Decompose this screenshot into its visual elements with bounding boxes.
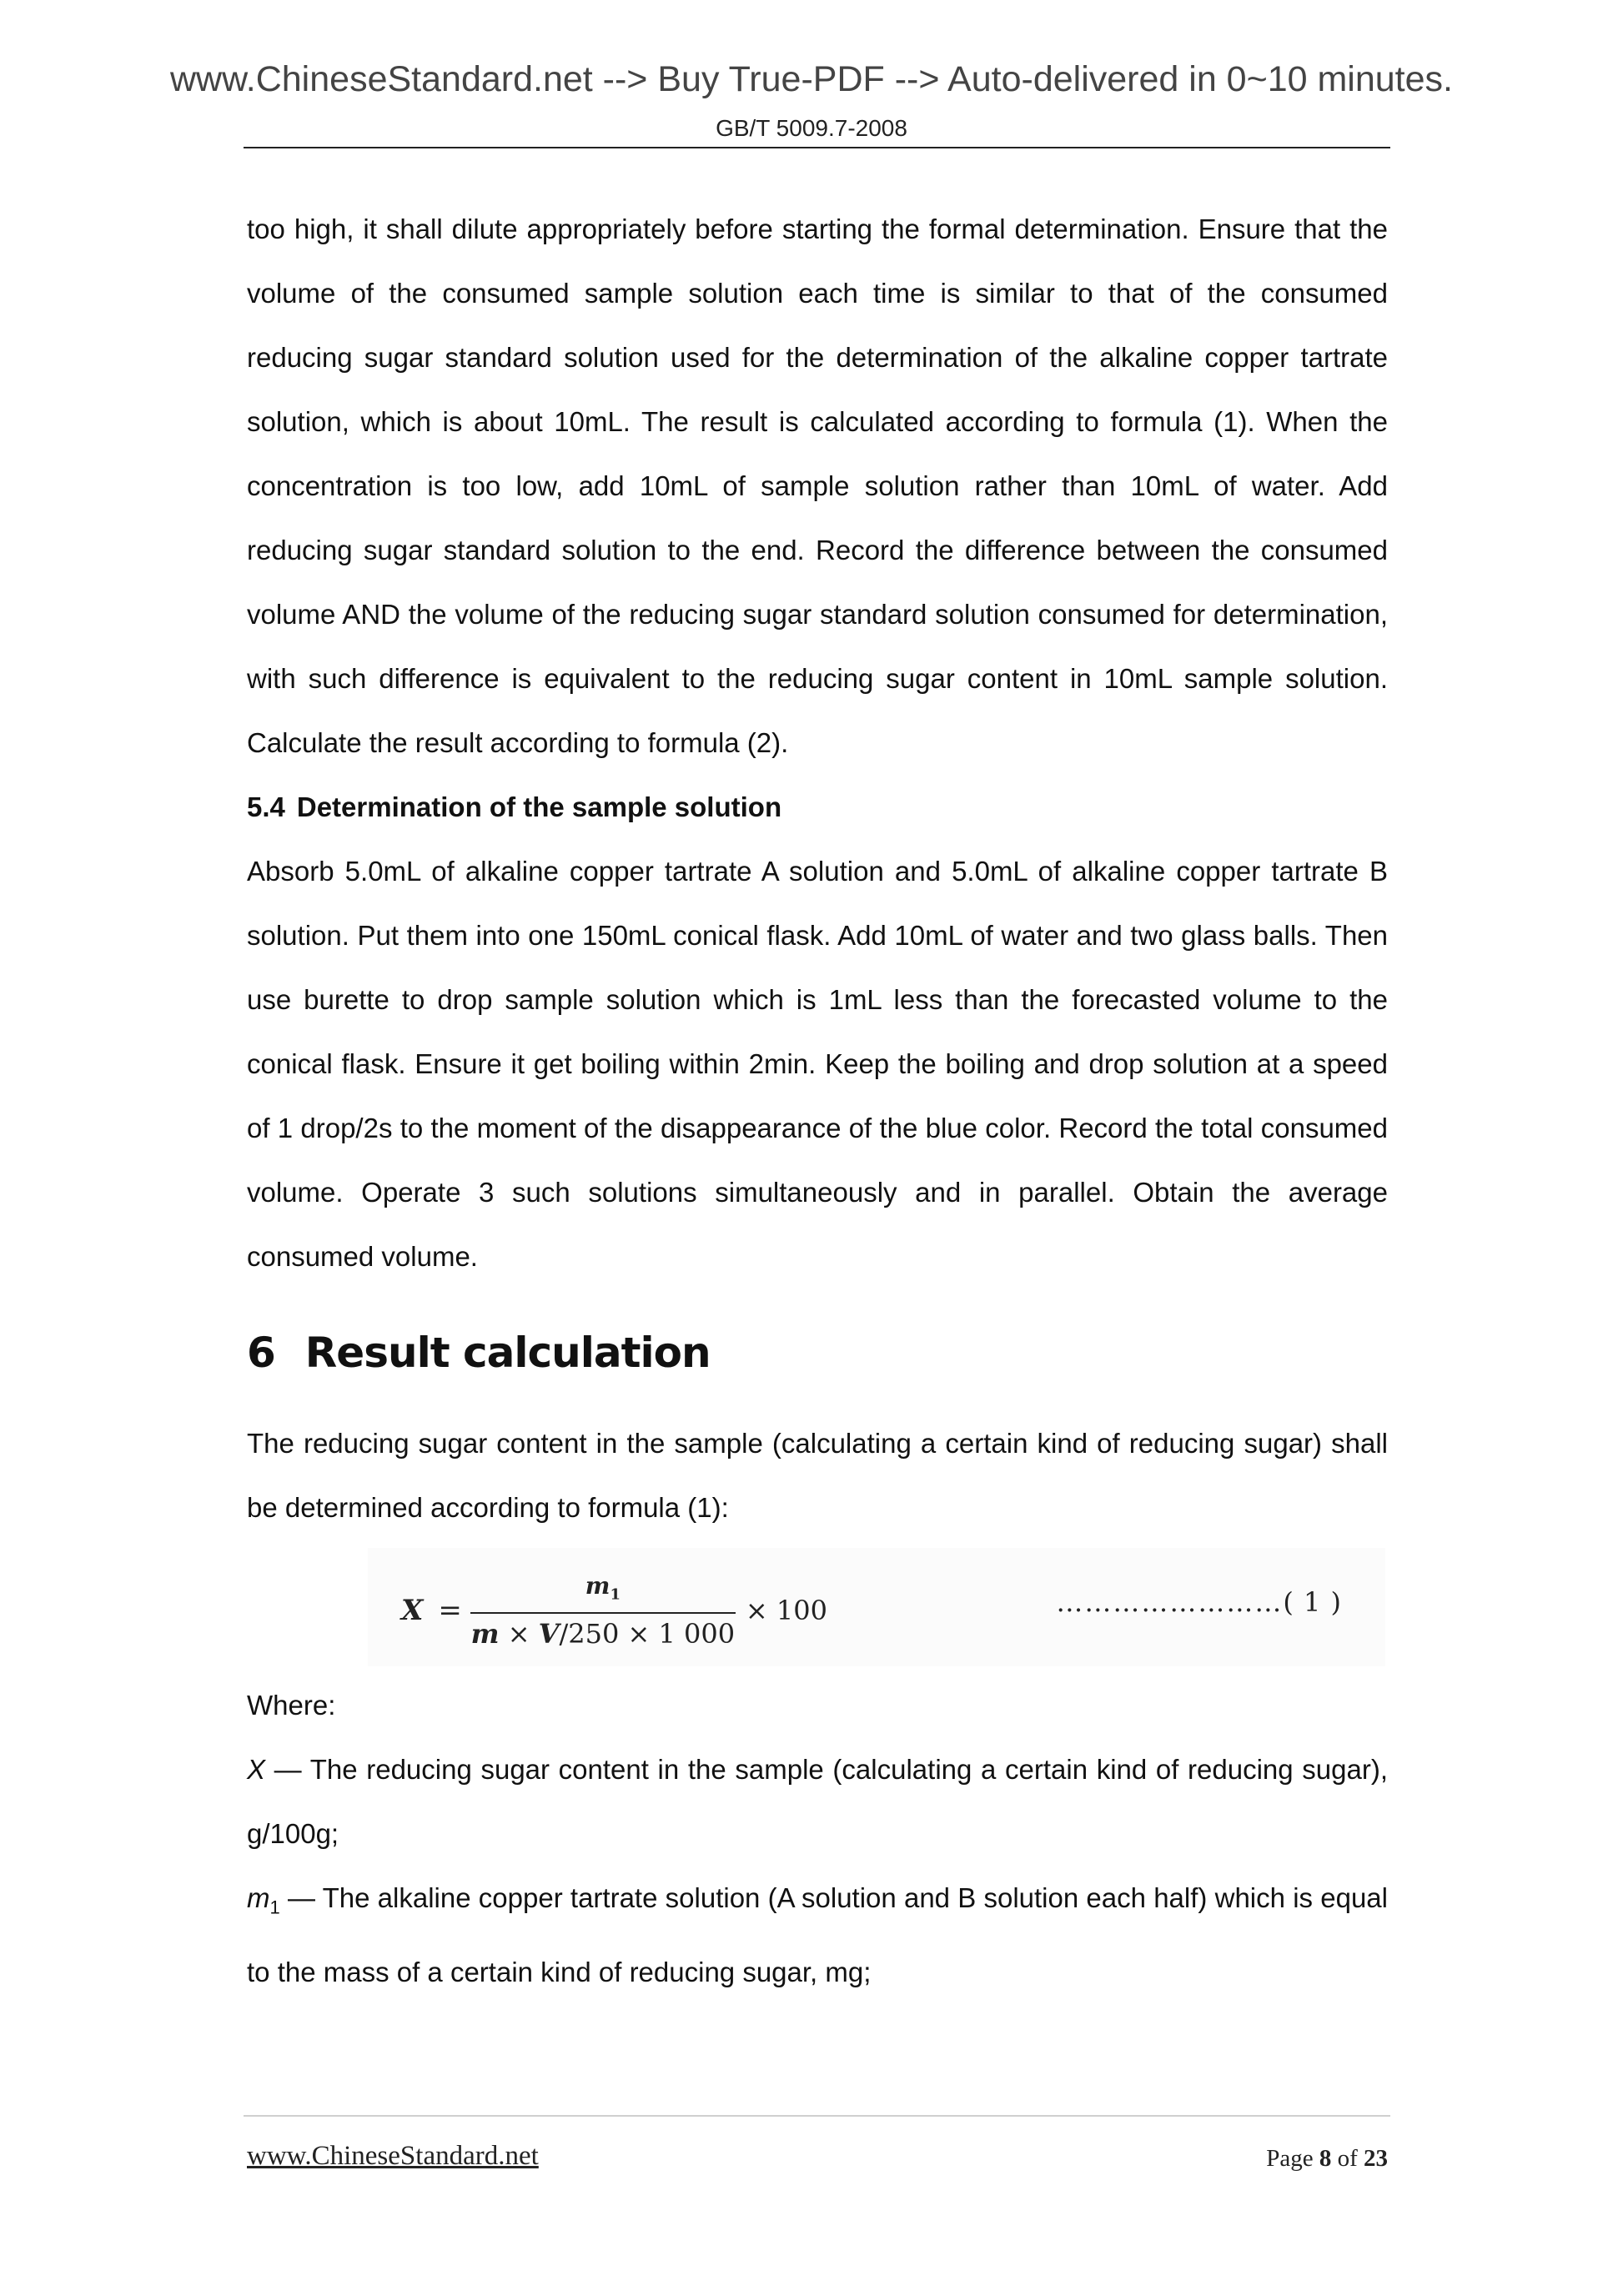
formula-equals: = <box>438 1594 462 1628</box>
definition-m1 <box>247 1866 1388 2004</box>
document-body <box>247 197 1388 2004</box>
definition-x <box>247 1737 1388 1866</box>
subsection-heading <box>247 775 1388 839</box>
formula-leader-dots: …………………… <box>1056 1586 1284 1618</box>
section-heading <box>247 1329 1388 1377</box>
definition-text: — The alkaline copper tartrate solution (A solution and B solution each half) which is equal to the mass of a certain kind of reducing sugar, mg; <box>247 1882 1388 1987</box>
standard-code: GB/T 5009.7-2008 <box>716 115 907 141</box>
definition-text: — The reducing sugar content in the sample (calculating a certain kind of reducing sugar), g/100g; <box>247 1754 1388 1849</box>
promo-banner-link[interactable]: www.ChineseStandard.net --> Buy True-PDF --> Auto-delivered in 0~10 minutes. <box>169 59 1453 99</box>
subsection-title: Determination of the sample solution <box>296 791 782 822</box>
definition-symbol: $m_1$ <box>247 1882 280 1918</box>
where-label: Where: <box>247 1690 336 1721</box>
formula-numerator: $m_1$ <box>585 1572 621 1604</box>
page-number: Page 8 of 23 <box>1266 2145 1388 2172</box>
section-intro-paragraph: The reducing sugar content in the sample (calculating a certain kind of reducing sugar) shall be determined according to formula (1): <box>247 1428 1388 1523</box>
subsection-paragraph: Absorb 5.0mL of alkaline copper tartrate A solution and 5.0mL of alkaline copper tartrate B solution. Put them into one 150mL conical flask. Add 10mL of water and two glass balls. Then use burette to drop sample solution which is 1mL less than the forecasted volume to the conical flask. Ensure it get boiling within 2min. Keep the boiling and drop solution at a speed of 1 drop/2s to the moment of the disappearance of the blue color. Record the total consumed volume. Operate 3 such solutions simultaneously and in parallel. Obtain the average consumed volume. <box>247 856 1388 1272</box>
section-number: 6 <box>247 1329 275 1377</box>
continuation-paragraph: too high, it shall dilute appropriately before starting the formal determination. Ensure that the volume of the consumed sample solution each time is similar to that of the consumed reducing sugar standard solution used for the determination of the alkaline copper tartrate solution, which is about 10mL. The result is calculated according to formula (1). When the concentration is too low, add 10mL of sample solution rather than 10mL of water. Add reducing sugar standard solution to the end. Record the difference between the consumed volume AND the volume of the reducing sugar standard solution consumed for determination, with such difference is equivalent to the reducing sugar content in 10mL sample solution. Calculate the result according to formula (2). <box>247 214 1388 758</box>
definition-symbol: X <box>247 1754 266 1785</box>
header-divider <box>244 147 1390 148</box>
footer-divider <box>244 2115 1390 2117</box>
formula-multiplier: × 100 <box>745 1595 827 1627</box>
formula-label: ( 1 ) <box>1283 1586 1342 1618</box>
formula-denominator: m × V/250 × 1 000 <box>470 1617 736 1650</box>
section-title: Result calculation <box>304 1329 711 1377</box>
current-page: 8 <box>1319 2145 1332 2172</box>
fraction-bar <box>470 1612 736 1614</box>
footer-site-link[interactable]: www.ChineseStandard.net <box>247 2141 539 2171</box>
formula-lhs: X <box>401 1594 424 1628</box>
formula-expression <box>401 1571 827 1650</box>
formula-fraction <box>470 1571 736 1650</box>
formula-number <box>1056 1586 1342 1618</box>
subsection-number: 5.4 <box>247 791 285 822</box>
total-pages: 23 <box>1364 2145 1388 2172</box>
formula-1 <box>368 1548 1385 1666</box>
